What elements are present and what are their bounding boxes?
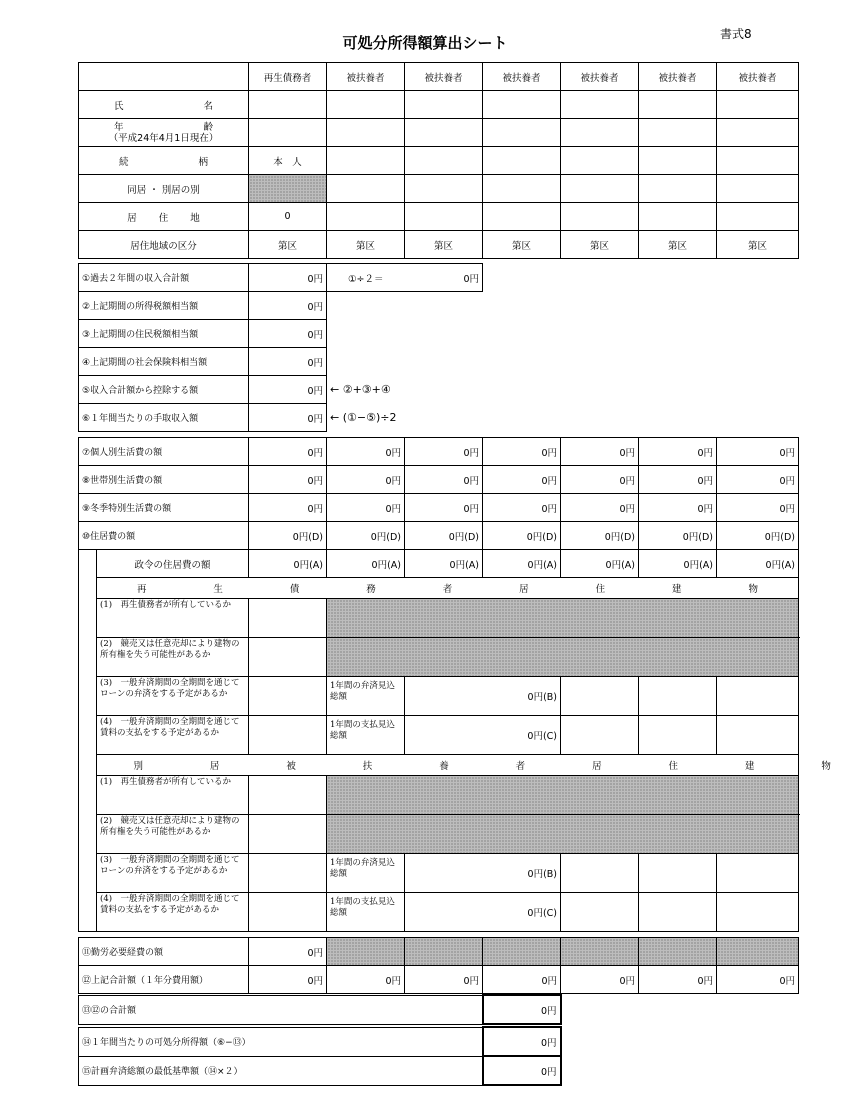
- row9-value: 0円: [717, 494, 799, 522]
- income-table: [78, 263, 483, 432]
- name-field[interactable]: [639, 91, 717, 119]
- cohabitation-field[interactable]: [405, 175, 483, 203]
- empty-cell: [561, 716, 639, 755]
- relation-value[interactable]: 本 人: [249, 147, 327, 175]
- age-field[interactable]: [717, 119, 799, 147]
- row9-value: 0円: [327, 494, 405, 522]
- row9-label: ⑨冬季特別生活費の額: [79, 494, 249, 522]
- name-field[interactable]: [405, 91, 483, 119]
- row13-label: ⑬⑫の合計額: [79, 995, 483, 1024]
- cohabitation-field[interactable]: [717, 175, 799, 203]
- row7-value: 0円: [639, 438, 717, 466]
- row8-value: 0円: [405, 466, 483, 494]
- living-cost-table: [78, 437, 831, 932]
- name-field[interactable]: [717, 91, 799, 119]
- region-value[interactable]: 第区: [717, 231, 799, 259]
- row10-value: 0円(D): [639, 522, 717, 550]
- separate-q4: (4) 一般弁済期間の全期間を通じて賃料の支払をする予定があるか: [97, 893, 249, 932]
- header-table: [78, 62, 799, 91]
- totals-table: [78, 937, 799, 994]
- gov-housing-value: 0円(A): [717, 550, 799, 578]
- debtor-q4-sublabel: 1年間の支払見込総額: [327, 716, 405, 755]
- header-dependent: 被扶養者: [561, 63, 639, 91]
- row4-label: ④上記期間の社会保険料相当額: [79, 348, 249, 376]
- hatched-cell: [639, 938, 717, 966]
- row6-value: 0円: [249, 404, 327, 432]
- row1-value: 0円: [249, 264, 327, 292]
- row3-label: ③上記期間の住民税額相当額: [79, 320, 249, 348]
- header-debtor: 再生債務者: [249, 63, 327, 91]
- region-value[interactable]: 第区: [483, 231, 561, 259]
- address-field[interactable]: [483, 203, 561, 231]
- row10-value: 0円(D): [327, 522, 405, 550]
- row12-value: 0円: [717, 966, 799, 994]
- debtor-q4-answer[interactable]: [249, 716, 327, 755]
- hatched-cell: [327, 938, 405, 966]
- row12-label: ⑫上記合計額（１年分費用額）: [79, 966, 249, 994]
- region-value[interactable]: 第区: [405, 231, 483, 259]
- address-field[interactable]: [327, 203, 405, 231]
- separate-q1-answer[interactable]: [249, 776, 327, 815]
- row1-calc: ①÷２＝: [327, 264, 405, 292]
- row13-table: [78, 994, 562, 1025]
- row7-value: 0円: [327, 438, 405, 466]
- name-field[interactable]: [249, 91, 327, 119]
- separate-q4-value: 0円(C): [405, 893, 561, 932]
- row1-label: ①過去２年間の収入合計額: [79, 264, 249, 292]
- address-field[interactable]: [561, 203, 639, 231]
- separate-q4-sublabel: 1年間の支払見込総額: [327, 893, 405, 932]
- hatched-cell: [717, 938, 799, 966]
- region-label: 居住地域の区分: [79, 231, 249, 259]
- relation-label: 続 柄: [79, 147, 249, 175]
- age-field[interactable]: [639, 119, 717, 147]
- hatched-cell: [405, 938, 483, 966]
- hatched-area: [327, 815, 799, 854]
- header-dependent: 被扶養者: [483, 63, 561, 91]
- separate-q2: (2) 競売又は任意売却により建物の所有権を失う可能性があるか: [97, 815, 249, 854]
- separate-q3-sublabel: 1年間の弁済見込総額: [327, 854, 405, 893]
- separate-q1: (1) 再生債務者が所有しているか: [97, 776, 249, 815]
- row12-value: 0円: [483, 966, 561, 994]
- row8-value: 0円: [249, 466, 327, 494]
- empty-cell: [639, 893, 717, 932]
- empty-cell: [717, 893, 799, 932]
- row1-calc-value: 0円: [405, 264, 483, 292]
- gov-housing-value: 0円(A): [249, 550, 327, 578]
- separate-q3: (3) 一般弁済期間の全期間を通じてローンの弁済をする予定があるか: [97, 854, 249, 893]
- row6-label: ⑥１年間当たりの手取収入額: [79, 404, 249, 432]
- row14-value: 0円: [483, 1027, 561, 1056]
- hatched-area: [327, 638, 799, 677]
- row12-value: 0円: [639, 966, 717, 994]
- address-field[interactable]: [639, 203, 717, 231]
- row10-value: 0円(D): [483, 522, 561, 550]
- row4-value: 0円: [249, 348, 327, 376]
- final-table: [78, 1026, 562, 1086]
- row15-value: 0円: [483, 1056, 561, 1085]
- row5-value: 0円: [249, 376, 327, 404]
- name-label: 氏 名: [79, 91, 249, 119]
- region-value[interactable]: 第区: [327, 231, 405, 259]
- address-field[interactable]: [717, 203, 799, 231]
- cohabitation-label: 同居 ・ 別居の別: [79, 175, 249, 203]
- empty-cell: [561, 893, 639, 932]
- row10-value: 0円(D): [717, 522, 799, 550]
- age-label: 年 齢 （平成24年4月1日現在）: [79, 119, 249, 147]
- row10-value: 0円(D): [561, 522, 639, 550]
- debtor-q4-value: 0円(C): [405, 716, 561, 755]
- row7-label: ⑦個人別生活費の額: [79, 438, 249, 466]
- empty-cell: [561, 677, 639, 716]
- row7-value: 0円: [717, 438, 799, 466]
- hatched-cell: [483, 938, 561, 966]
- separate-building-banner: 別 居 被 扶 養 者 居 住 建 物: [97, 755, 799, 776]
- cohabitation-field[interactable]: [561, 175, 639, 203]
- gov-housing-value: 0円(A): [561, 550, 639, 578]
- debtor-q1: (1) 再生債務者が所有しているか: [97, 599, 249, 638]
- row9-value: 0円: [639, 494, 717, 522]
- row7-value: 0円: [405, 438, 483, 466]
- empty-cell: [639, 677, 717, 716]
- row8-value: 0円: [639, 466, 717, 494]
- hatched-area: [327, 776, 799, 815]
- gov-housing-value: 0円(A): [327, 550, 405, 578]
- relation-field[interactable]: [405, 147, 483, 175]
- row6-note: ← (①−⑤)÷2: [330, 411, 397, 424]
- empty-cell: [639, 854, 717, 893]
- cohabitation-hatched: [249, 175, 327, 203]
- row10-value: 0円(D): [405, 522, 483, 550]
- row13-value: 0円: [483, 995, 561, 1024]
- debtor-q3-value: 0円(B): [405, 677, 561, 716]
- header-dependent: 被扶養者: [639, 63, 717, 91]
- debtor-q3-sublabel: 1年間の弁済見込総額: [327, 677, 405, 716]
- cohabitation-field[interactable]: [483, 175, 561, 203]
- row10-value: 0円(D): [249, 522, 327, 550]
- empty-cell: [639, 716, 717, 755]
- relation-field[interactable]: [639, 147, 717, 175]
- gov-housing-value: 0円(A): [405, 550, 483, 578]
- gov-housing-value: 0円(A): [639, 550, 717, 578]
- row9-value: 0円: [561, 494, 639, 522]
- row8-value: 0円: [483, 466, 561, 494]
- page-title: 可処分所得額算出シート: [342, 34, 508, 52]
- row12-value: 0円: [249, 966, 327, 994]
- age-field[interactable]: [249, 119, 327, 147]
- row7-value: 0円: [561, 438, 639, 466]
- row9-value: 0円: [405, 494, 483, 522]
- empty-cell: [717, 716, 799, 755]
- debtor-q4: (4) 一般弁済期間の全期間を通じて賃料の支払をする予定があるか: [97, 716, 249, 755]
- row12-value: 0円: [405, 966, 483, 994]
- header-dependent: 被扶養者: [717, 63, 799, 91]
- row8-label: ⑧世帯別生活費の額: [79, 466, 249, 494]
- hatched-area: [327, 599, 799, 638]
- region-value[interactable]: 第区: [561, 231, 639, 259]
- region-value[interactable]: 第区: [639, 231, 717, 259]
- row8-value: 0円: [717, 466, 799, 494]
- cohabitation-field[interactable]: [327, 175, 405, 203]
- age-field[interactable]: [561, 119, 639, 147]
- form-number: 書式8: [720, 27, 752, 41]
- separate-q3-answer[interactable]: [249, 854, 327, 893]
- header-blank: [79, 63, 249, 91]
- cohabitation-field[interactable]: [639, 175, 717, 203]
- row10-label: ⑩住居費の額: [79, 522, 249, 550]
- debtor-q1-answer[interactable]: [249, 599, 327, 638]
- row11-label: ⑪勤労必要経費の額: [79, 938, 249, 966]
- row5-label: ⑤収入合計額から控除する額: [79, 376, 249, 404]
- hatched-cell: [561, 938, 639, 966]
- relation-field[interactable]: [483, 147, 561, 175]
- address-label: 居 住 地: [79, 203, 249, 231]
- relation-field[interactable]: [327, 147, 405, 175]
- relation-field[interactable]: [561, 147, 639, 175]
- gov-housing-label: 政令の住居費の額: [97, 550, 249, 578]
- header-dependent: 被扶養者: [327, 63, 405, 91]
- age-field[interactable]: [405, 119, 483, 147]
- debtor-building-banner: 再 生 債 務 者 居 住 建 物: [97, 578, 799, 599]
- address-value[interactable]: 0: [249, 203, 327, 231]
- address-field[interactable]: [405, 203, 483, 231]
- header-dependent: 被扶養者: [405, 63, 483, 91]
- debtor-q2: (2) 競売又は任意売却により建物の所有権を失う可能性があるか: [97, 638, 249, 677]
- row3-value: 0円: [249, 320, 327, 348]
- age-field[interactable]: [327, 119, 405, 147]
- row9-value: 0円: [249, 494, 327, 522]
- name-field[interactable]: [561, 91, 639, 119]
- region-value[interactable]: 第区: [249, 231, 327, 259]
- debtor-q3: (3) 一般弁済期間の全期間を通じてローンの弁済をする予定があるか: [97, 677, 249, 716]
- gov-housing-value: 0円(A): [483, 550, 561, 578]
- row2-label: ②上記期間の所得税額相当額: [79, 292, 249, 320]
- row12-value: 0円: [327, 966, 405, 994]
- row7-value: 0円: [249, 438, 327, 466]
- row8-value: 0円: [327, 466, 405, 494]
- name-field[interactable]: [327, 91, 405, 119]
- row14-label: ⑭１年間当たりの可処分所得額（⑥−⑬）: [79, 1027, 483, 1056]
- empty-cell: [561, 854, 639, 893]
- indent-column: [79, 550, 97, 932]
- row5-note: ← ②+③+④: [330, 383, 391, 396]
- row12-value: 0円: [561, 966, 639, 994]
- row2-value: 0円: [249, 292, 327, 320]
- empty-cell: [717, 854, 799, 893]
- name-field[interactable]: [483, 91, 561, 119]
- relation-field[interactable]: [717, 147, 799, 175]
- separate-q2-answer[interactable]: [249, 815, 327, 854]
- debtor-q2-answer[interactable]: [249, 638, 327, 677]
- separate-q3-value: 0円(B): [405, 854, 561, 893]
- row11-value: 0円: [249, 938, 327, 966]
- debtor-q3-answer[interactable]: [249, 677, 327, 716]
- row15-label: ⑮計画弁済総額の最低基準額（⑭×２）: [79, 1056, 483, 1085]
- row8-value: 0円: [561, 466, 639, 494]
- row7-value: 0円: [483, 438, 561, 466]
- person-info-table: [78, 90, 799, 259]
- age-field[interactable]: [483, 119, 561, 147]
- empty-cell: [717, 677, 799, 716]
- row9-value: 0円: [483, 494, 561, 522]
- separate-q4-answer[interactable]: [249, 893, 327, 932]
